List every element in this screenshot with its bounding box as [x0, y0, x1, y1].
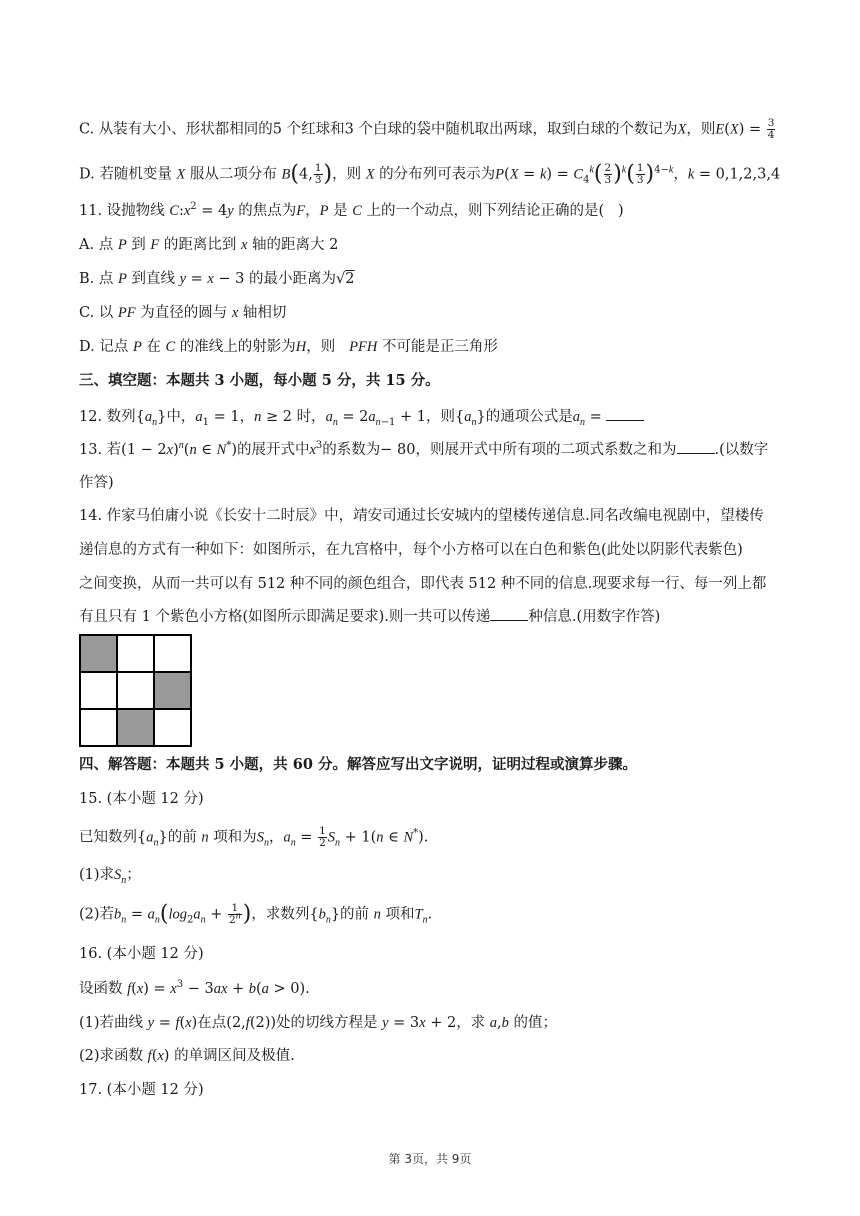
- grid-cell-r2c2: [117, 672, 154, 709]
- q11-option-d: D. 记点 P 在 C 的准线上的射影为H，则 PFH 不可能是正三角形: [79, 339, 498, 355]
- q14-line4: 有且只有 1 个紫色小方格(如图所示即满足要求).则一共可以传递 种信息.(用数字作答): [79, 606, 660, 628]
- q16-heading: 16. (本小题 12 分): [79, 946, 204, 962]
- q13-answer-blank: [677, 439, 715, 454]
- q14-line2: 递信息的方式有一种如下：如图所示，在九宫格中，每个小方格可以在白色和紫色(此处以阴影代表紫色): [79, 542, 743, 558]
- q15-part2: (2)若$b_n = a_n(\log_2a_n$ + $\frac{1}{2^n}$ )，求数列$\{b_n\}$的前 n 项和$T_n$.: [79, 901, 433, 927]
- q10-option-d: D. 若随机变量 X 服从二项分布 B(4, $\frac{1}{3}$ )，则 X 的分布列可表示为$P(X = k) = C_4^k$( $\frac{2}{3}$ )$^k$( $\frac{1}{3}$ )$^{4-k}$，k = 0,1,2,3,4: [79, 161, 781, 187]
- grid-cell-r1c1: [80, 635, 117, 672]
- q13-line2: 作答): [79, 475, 114, 491]
- q14-line1: 14. 作家马伯庸小说《长安十二时辰》中，靖安司通过长安城内的望楼传递信息.同名改编电视剧中，望楼传: [79, 508, 764, 524]
- grid-cell-r1c2: [117, 635, 154, 672]
- q12-answer-blank: [606, 406, 644, 421]
- q11-option-c: C. 以 PF 为直径的圆与 x 轴相切: [79, 305, 287, 321]
- grid-cell-r2c3: [154, 672, 191, 709]
- q15-stem: 已知数列$\{a_n\}$的前 n 项和为$S_n$，$a_n$ = $\frac{1}{2}$ $S_n + 1(n$ ∈ N*).: [79, 825, 429, 849]
- q14-answer-blank: [490, 606, 528, 621]
- q17-heading: 17. (本小题 12 分): [79, 1082, 204, 1098]
- q12-stem: 12. 数列$\{a_n\}$中，$a_1 = 1$，n ≥ 2 时，$a_n = 2a_{n-1} + 1$，则$\{a_n\}$的通项公式是$a_n$ =: [79, 406, 644, 428]
- q11-stem: 11. 设抛物线 $C:x^2 = 4y$ 的焦点为F，P 是 C 上的一个动点，则下列结论正确的是( ): [79, 201, 624, 219]
- q16-stem: 设函数 $f(x) = x^3 - 3ax + b(a > 0)$.: [79, 979, 310, 997]
- q10-c-text: C. 从装有大小、形状都相同的5 个红球和3 个白球的袋中随机取出两球，取到白球的个数记为: [79, 121, 678, 138]
- grid-cell-r3c3: [154, 709, 191, 746]
- grid-cell-r3c1: [80, 709, 117, 746]
- grid-cell-r2c1: [80, 672, 117, 709]
- q13-stem: 13. 若$(1 - 2x)^n(n$ ∈ N*)的展开式中$x^3$的系数为− 80，则展开式中所有项的二项式系数之和为 .(以数字: [79, 440, 769, 458]
- q10-option-c: C. 从装有大小、形状都相同的5 个红球和3 个白球的袋中随机取出两球，取到白球的个数记为X，则E(X) = $\frac{3}{4}$: [79, 117, 775, 141]
- q14-line3: 之间变换，从而一共可以有 512 种不同的颜色组合，即代表 512 种不同的信息.现要求每一行、每一列上都: [79, 576, 767, 592]
- q15-heading: 15. (本小题 12 分): [79, 791, 204, 807]
- section-3-heading: 三、填空题：本题共 3 小题，每小题 5 分，共 15 分。: [79, 372, 440, 389]
- nine-grid-figure: [79, 634, 192, 747]
- q16-part1: (1)若曲线 y = f(x)在点(2,f(2))处的切线方程是 y = 3x + 2，求 a,b 的值；: [79, 1015, 558, 1031]
- q16-part2: (2)求函数 f(x) 的单调区间及极值.: [79, 1048, 295, 1064]
- q15-part1: (1)求$S_n$；: [79, 867, 141, 886]
- grid-cell-r3c2: [117, 709, 154, 746]
- q11-option-b: B. 点 P 到直线 y = x − 3 的最小距离为√2: [79, 271, 355, 287]
- page-footer: 第 3页，共 9页: [388, 1152, 472, 1166]
- q11-option-a: A. 点 P 到 F 的距离比到 x 轴的距离大 2: [79, 237, 339, 253]
- grid-cell-r1c3: [154, 635, 191, 672]
- section-4-heading: 四、解答题：本题共 5 小题，共 60 分。解答应写出文字说明，证明过程或演算步骤。: [79, 756, 637, 773]
